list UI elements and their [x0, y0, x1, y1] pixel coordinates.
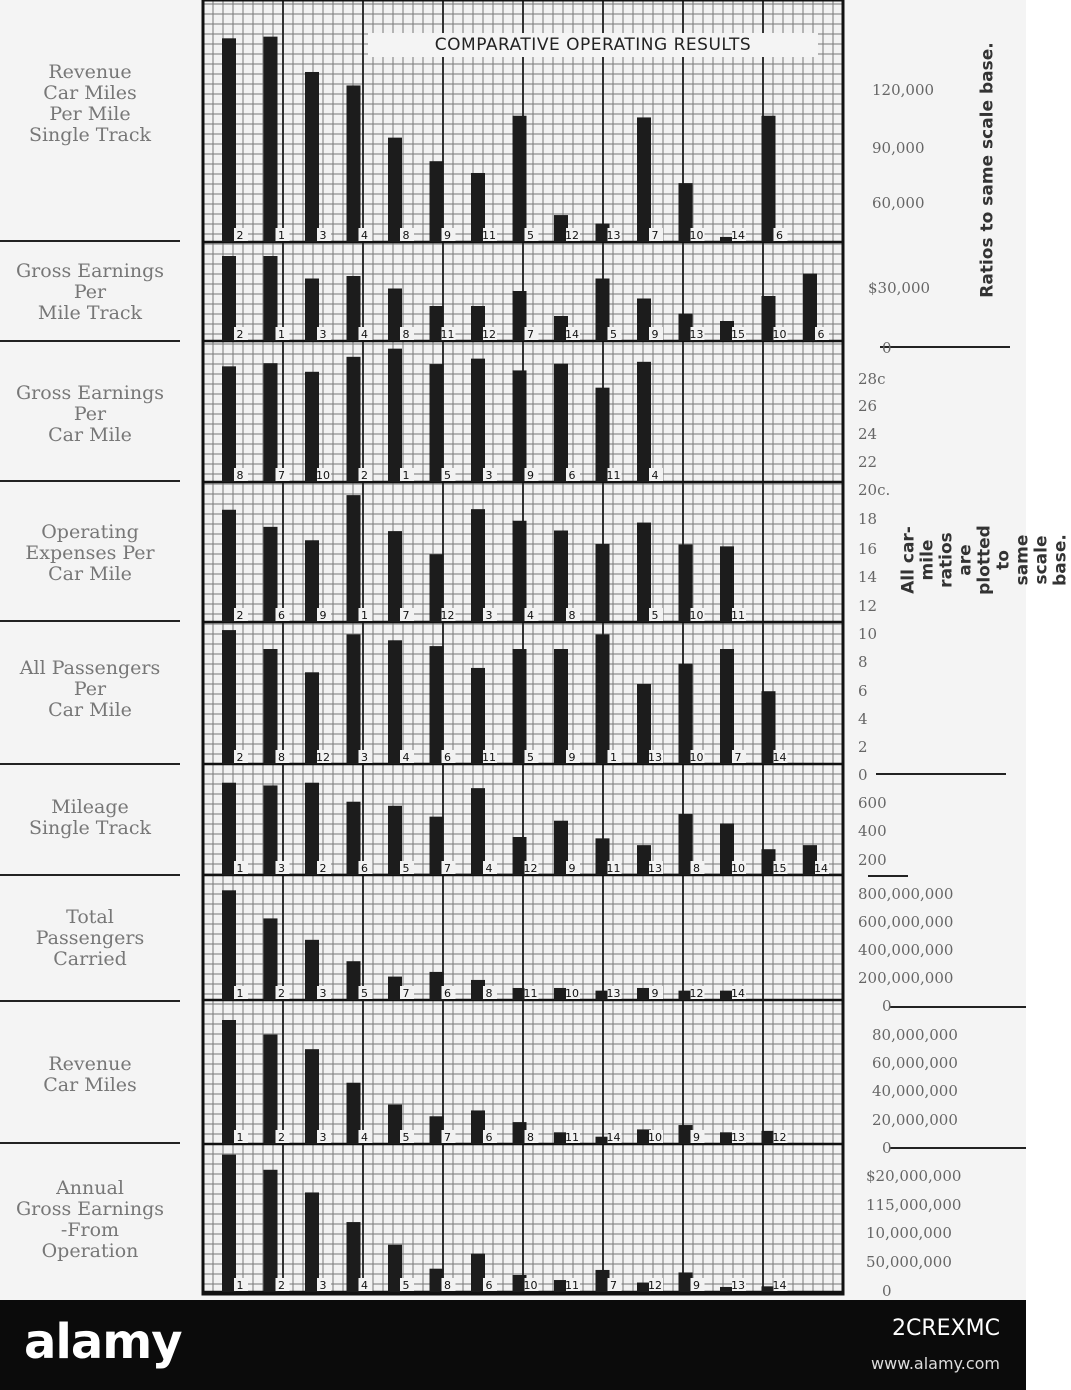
separator-rule	[0, 480, 180, 482]
bar-label: 2	[236, 229, 244, 242]
scale-label: 600,000,000	[858, 913, 954, 931]
bar	[430, 646, 444, 764]
bar-label: 8	[278, 751, 285, 764]
side-note-car-mile-ratios: All car-mile ratios are plotted to same scale base.	[898, 525, 1071, 595]
bar	[430, 161, 444, 242]
separator-rule	[0, 240, 180, 242]
bar-label: 12	[648, 1279, 662, 1292]
bar-label: 9	[319, 609, 327, 622]
separator-rule	[0, 620, 180, 622]
bar-label: 1	[236, 1131, 244, 1144]
alamy-logo: alamy	[24, 1314, 182, 1370]
bar-label: 10	[689, 751, 704, 764]
scale-rule	[868, 875, 908, 877]
bar	[305, 540, 319, 622]
scale-label: 115,000,000	[866, 1196, 962, 1214]
bar-label: 2	[278, 1131, 285, 1144]
scale-label: $30,000	[868, 279, 931, 297]
bar-label: 3	[319, 987, 327, 1000]
bar-label: 14	[565, 328, 579, 341]
bar	[762, 116, 776, 242]
scale-label: 80,000,000	[872, 1026, 958, 1044]
bar-label: 1	[278, 229, 285, 242]
scale-label: $20,000,000	[866, 1167, 962, 1185]
bar	[305, 72, 319, 242]
bar	[471, 509, 485, 622]
bar	[430, 1116, 444, 1144]
bar	[388, 531, 402, 622]
bar-label: 13	[731, 1131, 745, 1144]
banner-url: www.alamy.com	[871, 1354, 1000, 1373]
bar	[388, 1245, 402, 1292]
bar-label: 14	[772, 1279, 787, 1292]
scale-label: 0	[882, 1282, 892, 1300]
scale-label: 28c	[858, 370, 886, 388]
bar	[222, 366, 236, 482]
bar-label: 10	[565, 987, 579, 1000]
bar	[554, 364, 568, 482]
bar	[720, 649, 734, 764]
bar-label: 10	[523, 1279, 538, 1292]
bar-label: 7	[527, 328, 534, 341]
scale-label: 60,000	[872, 194, 925, 212]
scale-label: 120,000	[872, 81, 935, 99]
bar-label: 12	[689, 987, 704, 1000]
bar	[222, 890, 236, 1000]
scale-label: 200,000,000	[858, 969, 954, 987]
bar-label: 1	[236, 987, 244, 1000]
bar-label: 10	[689, 229, 704, 242]
bar-label: 1	[610, 751, 617, 764]
bar-label: 9	[693, 1279, 700, 1292]
bar-label: 15	[731, 328, 745, 341]
bar-label: 5	[402, 1131, 410, 1144]
scale-label: 22	[858, 453, 878, 471]
bar	[347, 634, 361, 764]
bar	[513, 370, 527, 482]
scale-label: 24	[858, 425, 878, 443]
bar-label: 9	[527, 469, 534, 482]
bar-label: 10	[731, 862, 745, 875]
row-label-operating-expenses: Operating Expenses Per Car Mile	[25, 521, 155, 585]
scale-label: 60,000,000	[872, 1054, 958, 1072]
bar	[264, 363, 278, 482]
bar	[430, 1269, 444, 1292]
bar	[679, 1125, 693, 1144]
bar	[347, 961, 361, 1000]
bar	[222, 783, 236, 875]
scale-label: 4	[858, 710, 868, 728]
bar-label: 6	[361, 862, 368, 875]
bar-label: 13	[731, 1279, 745, 1292]
bar	[222, 630, 236, 764]
bar-label: 11	[440, 328, 455, 341]
scale-label: 0	[858, 766, 868, 784]
bar	[347, 495, 361, 622]
bar-label: 7	[402, 609, 410, 622]
bar-label: 2	[236, 609, 244, 622]
scale-label: 0	[882, 339, 892, 357]
bar-label: 13	[606, 229, 621, 242]
bar-label: 10	[316, 469, 330, 482]
bar	[471, 359, 485, 482]
row-label-gross-earnings-per-mile-track: Gross Earnings Per Mile Track	[16, 260, 164, 324]
bar	[264, 1170, 278, 1292]
bar-label: 11	[482, 751, 496, 764]
bar-label: 4	[651, 469, 659, 482]
bar	[347, 357, 361, 482]
bar-label: 2	[278, 1279, 285, 1292]
bar-label: 4	[485, 862, 493, 875]
bar-label: 3	[278, 862, 285, 875]
bar-label: 3	[319, 1279, 327, 1292]
bar-label: 9	[444, 229, 451, 242]
bar	[596, 634, 610, 764]
scale-label: 800,000,000	[858, 885, 954, 903]
scale-label: 16	[858, 540, 878, 558]
scale-label: 40,000,000	[872, 1082, 958, 1100]
bar	[222, 510, 236, 622]
bar-label: 14	[606, 1131, 621, 1144]
bar	[305, 1049, 319, 1144]
bar	[305, 783, 319, 875]
bar-label: 11	[606, 469, 621, 482]
bar	[596, 279, 610, 342]
bar-label: 5	[402, 862, 410, 875]
bar-label: 11	[565, 1131, 579, 1144]
bar-label: 6	[776, 229, 783, 242]
bar	[596, 388, 610, 482]
bar-label: 4	[361, 1279, 368, 1292]
bar-label: 9	[651, 987, 659, 1000]
bar-label: 14	[814, 862, 828, 875]
bar-label: 4	[361, 1131, 368, 1144]
bar-label: 4	[527, 609, 534, 622]
bar	[513, 291, 527, 341]
bar-label: 3	[361, 751, 368, 764]
bar-label: 11	[482, 229, 496, 242]
bar-label: 14	[731, 229, 745, 242]
bar	[679, 664, 693, 764]
bar	[388, 349, 402, 482]
row-label-total-passengers: Total Passengers Carried	[35, 906, 145, 970]
bar-label: 1	[361, 609, 368, 622]
side-note-ratios: Ratios to same scale base.	[977, 42, 998, 298]
bar-label: 5	[610, 328, 617, 341]
scale-rule	[876, 773, 1006, 775]
bar	[388, 289, 402, 342]
bar-label: 8	[527, 1131, 534, 1144]
bar	[471, 980, 485, 1000]
bar-label: 13	[648, 751, 662, 764]
bar-label: 7	[402, 987, 410, 1000]
bar-label: 4	[402, 751, 410, 764]
bar	[554, 649, 568, 764]
bar	[430, 817, 444, 875]
bar	[388, 806, 402, 875]
bar-label: 5	[527, 751, 534, 764]
bar-label: 7	[444, 1131, 451, 1144]
scale-rule	[880, 346, 1010, 348]
bar-label: 13	[689, 328, 704, 341]
separator-rule	[0, 763, 180, 765]
bar-label: 4	[361, 229, 368, 242]
scale-label: 0	[882, 997, 892, 1015]
bar-label: 2	[236, 328, 244, 341]
bar-label: 2	[319, 862, 327, 875]
bar-label: 7	[610, 1279, 617, 1292]
bar-label: 6	[817, 328, 825, 341]
bar	[637, 299, 651, 342]
scale-rule	[890, 1147, 1026, 1149]
bar	[264, 37, 278, 242]
bar	[637, 117, 651, 242]
bar-label: 4	[361, 328, 368, 341]
bar	[305, 1192, 319, 1292]
bar	[513, 116, 527, 242]
bar	[513, 1122, 527, 1144]
bar-label: 6	[485, 1131, 493, 1144]
scale-label: 50,000,000	[866, 1253, 952, 1271]
bar	[222, 1020, 236, 1144]
bar	[305, 372, 319, 482]
bar-label: 11	[606, 862, 621, 875]
bar-label: 12	[523, 862, 538, 875]
bar-label: 3	[485, 469, 493, 482]
bar	[679, 1272, 693, 1292]
bar	[347, 1083, 361, 1144]
bar-label: 13	[648, 862, 662, 875]
bar	[513, 649, 527, 764]
watermark-banner	[0, 1300, 1026, 1390]
scale-label: 8	[858, 653, 868, 671]
chart-title: COMPARATIVE OPERATING RESULTS	[368, 33, 818, 57]
bar	[305, 940, 319, 1000]
bar	[679, 814, 693, 875]
bar-label: 5	[444, 469, 451, 482]
row-label-revenue-car-miles-per-mile: Revenue Car Miles Per Mile Single Track	[28, 61, 152, 146]
bar	[388, 977, 402, 1000]
bar-label: 9	[693, 1131, 700, 1144]
bar-label: 5	[402, 1279, 410, 1292]
bar	[513, 521, 527, 622]
scale-label: 10	[858, 625, 878, 643]
bar	[305, 279, 319, 342]
bar-label: 12	[772, 1131, 787, 1144]
bar	[264, 1035, 278, 1144]
bar-label: 5	[651, 609, 659, 622]
bar-label: 10	[648, 1131, 662, 1144]
bar-label: 8	[236, 469, 244, 482]
scale-label: 20c.	[858, 481, 891, 499]
scale-label: 18	[858, 510, 878, 528]
scale-label: 400,000,000	[858, 941, 954, 959]
bar-label: 8	[402, 328, 410, 341]
scale-label: 20,000,000	[872, 1111, 958, 1129]
bar-label: 12	[482, 328, 496, 341]
bar	[554, 531, 568, 623]
bar-label: 3	[319, 1131, 327, 1144]
bar-label: 1	[402, 469, 410, 482]
bar-label: 1	[278, 328, 285, 341]
bar	[471, 668, 485, 764]
image-id: 2CREXMC	[892, 1316, 1000, 1341]
bar-label: 5	[361, 987, 368, 1000]
separator-rule	[0, 1000, 180, 1002]
scale-label: 200	[858, 851, 887, 869]
bar-label: 10	[772, 328, 787, 341]
separator-rule	[0, 874, 180, 876]
bar	[222, 1155, 236, 1292]
bar-label: 8	[568, 609, 576, 622]
bar-label: 7	[444, 862, 451, 875]
bar	[264, 785, 278, 875]
bar	[222, 256, 236, 341]
bar-label: 12	[565, 229, 579, 242]
separator-rule	[0, 340, 180, 342]
scale-label: 10,000,000	[866, 1224, 952, 1242]
bar	[637, 988, 651, 1000]
bar-label: 7	[651, 229, 659, 242]
bar-label: 6	[444, 751, 451, 764]
bar	[347, 1222, 361, 1292]
bar-label: 8	[402, 229, 410, 242]
bar	[222, 38, 236, 242]
bar-label: 9	[568, 751, 576, 764]
bar-label: 3	[319, 328, 327, 341]
bar-label: 14	[772, 751, 787, 764]
bar-label: 6	[485, 1279, 493, 1292]
bar	[803, 274, 817, 342]
bar-label: 6	[568, 469, 576, 482]
bar-label: 3	[319, 229, 327, 242]
bar-label: 11	[731, 609, 745, 622]
bar	[637, 362, 651, 482]
bar	[264, 256, 278, 341]
bar	[637, 523, 651, 622]
bar-label: 2	[361, 469, 368, 482]
scale-label: 0	[882, 1139, 892, 1157]
bar	[264, 918, 278, 1000]
bar	[471, 788, 485, 875]
row-label-gross-earnings-per-car-mile: Gross Earnings Per Car Mile	[16, 382, 164, 446]
scale-label: 2	[858, 738, 868, 756]
bar	[264, 527, 278, 622]
bar-label: 9	[568, 862, 576, 875]
bar-label: 3	[485, 609, 493, 622]
bar	[347, 802, 361, 875]
bar-label: 6	[444, 987, 451, 1000]
row-label-all-passengers: All Passengers Per Car Mile	[19, 657, 161, 721]
bar	[347, 276, 361, 341]
row-label-mileage: Mileage Single Track	[28, 796, 152, 839]
bar	[471, 1110, 485, 1144]
bar-label: 1	[236, 1279, 244, 1292]
separator-rule	[0, 1142, 180, 1144]
bar-label: 15	[772, 862, 787, 875]
bar	[554, 821, 568, 875]
scale-label: 26	[858, 397, 878, 415]
bar	[388, 1105, 402, 1144]
bar	[471, 1254, 485, 1292]
bar-label: 10	[689, 609, 704, 622]
bar-label: 11	[565, 1279, 579, 1292]
bar-label: 9	[651, 328, 659, 341]
bar-label: 12	[440, 609, 455, 622]
bar-label: 1	[236, 862, 244, 875]
bar-label: 11	[523, 987, 538, 1000]
bar-label: 5	[527, 229, 534, 242]
scale-label: 90,000	[872, 139, 925, 157]
bar-label: 12	[316, 751, 330, 764]
bar-label: 14	[731, 987, 745, 1000]
scale-rule	[890, 1006, 1026, 1008]
bar	[596, 544, 610, 622]
bar	[388, 640, 402, 764]
bar-label: 8	[444, 1279, 451, 1292]
bar-label: 8	[485, 987, 493, 1000]
bar-label: 2	[236, 751, 244, 764]
bar-label: 7	[734, 751, 742, 764]
row-label-annual-gross-earnings: Annual Gross Earnings -From Operation	[16, 1177, 164, 1262]
bar-label: 2	[278, 987, 285, 1000]
bar	[430, 364, 444, 482]
bar-label: 13	[606, 987, 621, 1000]
bar	[430, 972, 444, 1000]
scale-label: 12	[858, 597, 878, 615]
bar-label: 7	[278, 469, 285, 482]
scale-label: 400	[858, 822, 887, 840]
bar	[264, 649, 278, 764]
bar-label: 6	[278, 609, 285, 622]
bar	[388, 138, 402, 242]
bar	[596, 1270, 610, 1292]
bar	[347, 85, 361, 242]
scale-label: 14	[858, 568, 878, 586]
bar-label: 8	[693, 862, 700, 875]
row-label-revenue-car-miles: Revenue Car Miles	[43, 1053, 137, 1096]
scale-label: 600	[858, 794, 887, 812]
scale-label: 6	[858, 682, 868, 700]
